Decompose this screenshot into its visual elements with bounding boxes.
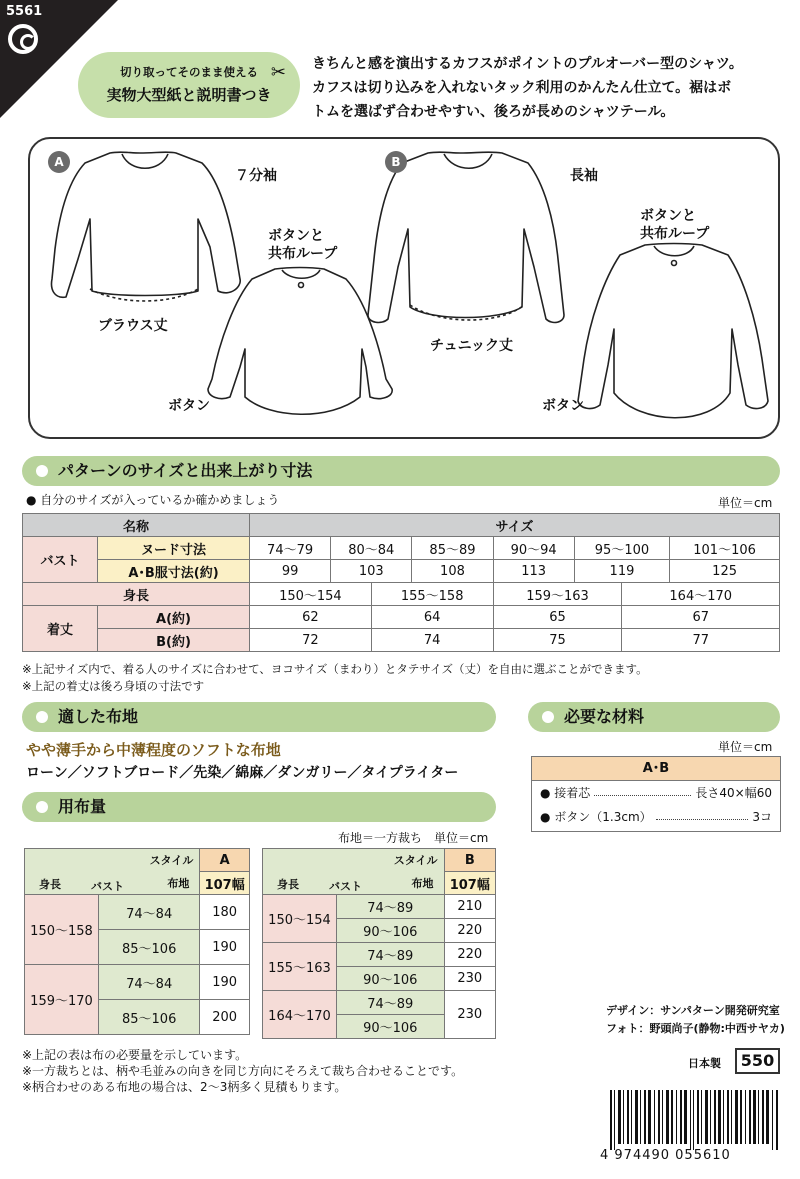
nude-cell: 80〜84 xyxy=(331,537,412,560)
yardage-a-corner xyxy=(25,849,200,895)
yardage-footnote: ※一方裁ちとは、柄や毛並みの向きを同じ方向にそろえて裁ち合わせることです。 xyxy=(22,1064,464,1078)
materials-header: A･B xyxy=(532,757,780,781)
yardage-height-cell: 150〜154 xyxy=(263,895,337,943)
height-label: 身長 xyxy=(23,583,250,606)
nude-label: ヌード寸法 xyxy=(98,537,250,560)
yardage-height-cell: 159〜170 xyxy=(25,965,99,1035)
style-label: スタイル xyxy=(149,854,194,867)
height-label: 身長 xyxy=(39,878,61,891)
fabric-list: ローン／ソフトブロード／先染／綿麻／ダンガリー／タイプライター xyxy=(26,765,459,781)
a-length-label: ブラウス丈 xyxy=(98,318,168,334)
yardage-value-cell: 220 xyxy=(444,943,495,967)
material-value: 長さ40×幅60 xyxy=(695,786,772,800)
length-b-cell: 74 xyxy=(371,629,493,652)
style-label: スタイル xyxy=(393,854,438,867)
height-label: 身長 xyxy=(277,878,299,891)
height-cell: 150〜154 xyxy=(250,583,372,606)
garment-cell: 119 xyxy=(574,560,669,583)
col-size: サイズ xyxy=(250,514,780,537)
pattern-badge xyxy=(78,52,300,118)
yardage-bust-cell: 85〜106 xyxy=(99,1000,200,1035)
yardage-footnote: ※柄合わせのある布地の場合は、2〜3柄多く見積もります。 xyxy=(22,1080,347,1094)
yardage-table-b xyxy=(262,848,496,1039)
fabric-subtitle: やや薄手から中薄程度のソフトな布地 xyxy=(26,741,281,759)
size-footnote: ※上記サイズ内で、着る人のサイズに合わせて、ヨコサイズ（まわり）とタテサイズ（丈）を自由に選ぶことができます。 xyxy=(22,662,648,676)
width-header: 107幅 xyxy=(444,872,495,895)
intro-line: トムを選ばず合わせやすい、後ろが長めのシャツテール。 xyxy=(312,104,675,120)
yardage-value-cell: 230 xyxy=(444,967,495,991)
style-b-marker: B xyxy=(385,151,407,173)
a-back-detail-label: ボタンと xyxy=(268,228,324,244)
materials-unit: 単位＝cm xyxy=(718,740,773,754)
height-cell: 155〜158 xyxy=(371,583,493,606)
bust-label: バスト xyxy=(329,880,362,893)
width-header: 107幅 xyxy=(200,872,250,895)
size-section-title: パターンのサイズと出来上がり寸法 xyxy=(58,461,313,480)
yardage-bust-cell: 74〜89 xyxy=(337,943,445,967)
yardage-value-cell: 230 xyxy=(444,991,495,1039)
yardage-value-cell: 200 xyxy=(200,1000,250,1035)
intro-text xyxy=(312,52,792,124)
size-section-header xyxy=(22,456,780,486)
length-b-cell: 77 xyxy=(622,629,780,652)
b-front-shirt xyxy=(368,152,564,322)
fabric-section-title: 適した布地 xyxy=(58,707,139,726)
photo-credit: フォト：野頭尚子(静物:中西サヤカ) xyxy=(606,1022,785,1035)
b-button-label: ボタン xyxy=(542,398,584,414)
yardage-bust-cell: 74〜89 xyxy=(337,991,445,1015)
b-sleeve-label: 長袖 xyxy=(570,168,598,184)
yardage-height-cell: 150〜158 xyxy=(25,895,99,965)
nude-cell: 74〜79 xyxy=(250,537,331,560)
material-row xyxy=(532,781,780,805)
size-table xyxy=(22,513,780,652)
material-name: ● ボタン（1.3cm） xyxy=(540,810,652,824)
a-back-detail-label: 共布ループ xyxy=(268,246,338,262)
nude-cell: 95〜100 xyxy=(574,537,669,560)
yardage-height-cell: 164〜170 xyxy=(263,991,337,1039)
bust-label: バスト xyxy=(91,880,124,893)
product-code: 5561 xyxy=(6,4,43,19)
yardage-section-title: 用布量 xyxy=(58,797,107,816)
yardage-value-cell: 180 xyxy=(200,895,250,930)
yardage-note: 布地＝一方裁ち 単位＝cm xyxy=(338,831,489,845)
length-a-cell: 67 xyxy=(622,606,780,629)
size-check-note: ● 自分のサイズが入っているか確かめましょう xyxy=(26,493,280,507)
yardage-footnote: ※上記の表は布の必要量を示しています。 xyxy=(22,1048,248,1062)
material-row xyxy=(532,805,780,829)
a-front-shirt xyxy=(52,152,241,297)
yardage-table-a xyxy=(24,848,250,1035)
bust-label: バスト xyxy=(23,537,98,583)
materials-section-title: 必要な材料 xyxy=(564,707,645,726)
yardage-bust-cell: 90〜106 xyxy=(337,967,445,991)
materials-table xyxy=(531,756,781,832)
style-a-marker: A xyxy=(48,151,70,173)
fabric-section-header xyxy=(22,702,496,732)
size-footnote: ※上記の着丈は後ろ身頃の寸法です xyxy=(22,679,205,693)
garment-cell: 99 xyxy=(250,560,331,583)
style-a-header: A xyxy=(200,849,250,872)
length-a-label: A(約) xyxy=(98,606,250,629)
barcode-number: 4 974490 055610 xyxy=(600,1148,731,1163)
yardage-bust-cell: 74〜89 xyxy=(337,895,445,919)
b-length-label: チュニック丈 xyxy=(430,338,514,354)
material-name: ● 接着芯 xyxy=(540,786,591,800)
yardage-value-cell: 210 xyxy=(444,895,495,919)
illustration-box xyxy=(28,137,780,439)
size-unit: 単位＝cm xyxy=(718,496,773,510)
a-sleeve-label: ７分袖 xyxy=(235,168,277,184)
intro-line: きちんと感を演出するカフスがポイントのプルオーバー型のシャツ。 xyxy=(312,56,743,72)
yardage-value-cell: 190 xyxy=(200,930,250,965)
b-back-shirt xyxy=(578,244,768,418)
brand-logo-icon xyxy=(8,24,38,54)
b-back-detail-label: 共布ループ xyxy=(640,226,710,242)
col-name: 名称 xyxy=(23,514,250,537)
garment-cell: 108 xyxy=(412,560,493,583)
length-a-cell: 62 xyxy=(250,606,372,629)
badge-big-text: 実物大型紙と説明書つき xyxy=(106,86,272,104)
materials-section-header xyxy=(528,702,780,732)
yardage-bust-cell: 90〜106 xyxy=(337,1015,445,1039)
barcode-icon xyxy=(610,1090,780,1150)
length-b-cell: 75 xyxy=(493,629,622,652)
material-value: 3コ xyxy=(752,810,772,824)
yardage-value-cell: 220 xyxy=(444,919,495,943)
height-cell: 159〜163 xyxy=(493,583,622,606)
length-a-cell: 65 xyxy=(493,606,622,629)
garment-illustrations xyxy=(30,139,782,441)
badge-small-text: 切り取ってそのまま使える xyxy=(120,65,258,79)
design-credit: デザイン：サンパターン開発研究室 xyxy=(606,1004,780,1017)
nude-cell: 101〜106 xyxy=(670,537,780,560)
intro-line: カフスは切り込みを入れないタック利用のかんたん仕立て。裾はボ xyxy=(312,80,732,96)
garment-cell: 125 xyxy=(670,560,780,583)
price-box: 550 xyxy=(735,1048,780,1074)
yardage-bust-cell: 74〜84 xyxy=(99,965,200,1000)
fabric-label: 布地 xyxy=(167,877,190,890)
style-b-header: B xyxy=(444,849,495,872)
made-in-label: 日本製 xyxy=(688,1057,721,1070)
yardage-section-header xyxy=(22,792,496,822)
yardage-height-cell: 155〜163 xyxy=(263,943,337,991)
length-a-cell: 64 xyxy=(371,606,493,629)
garment-cell: 103 xyxy=(331,560,412,583)
nude-cell: 85〜89 xyxy=(412,537,493,560)
yardage-value-cell: 190 xyxy=(200,965,250,1000)
nude-cell: 90〜94 xyxy=(493,537,574,560)
yardage-bust-cell: 85〜106 xyxy=(99,930,200,965)
length-b-cell: 72 xyxy=(250,629,372,652)
yardage-bust-cell: 90〜106 xyxy=(337,919,445,943)
length-b-label: B(約) xyxy=(98,629,250,652)
garment-cell: 113 xyxy=(493,560,574,583)
garment-label: A･B服寸法(約) xyxy=(98,560,250,583)
height-cell: 164〜170 xyxy=(622,583,780,606)
yardage-bust-cell: 74〜84 xyxy=(99,895,200,930)
b-back-detail-label: ボタンと xyxy=(640,208,696,224)
a-button-label: ボタン xyxy=(168,398,210,414)
scissors-icon: ✂ xyxy=(270,62,286,83)
length-label: 着丈 xyxy=(23,606,98,652)
fabric-label: 布地 xyxy=(411,877,434,890)
yardage-b-corner xyxy=(263,849,445,895)
